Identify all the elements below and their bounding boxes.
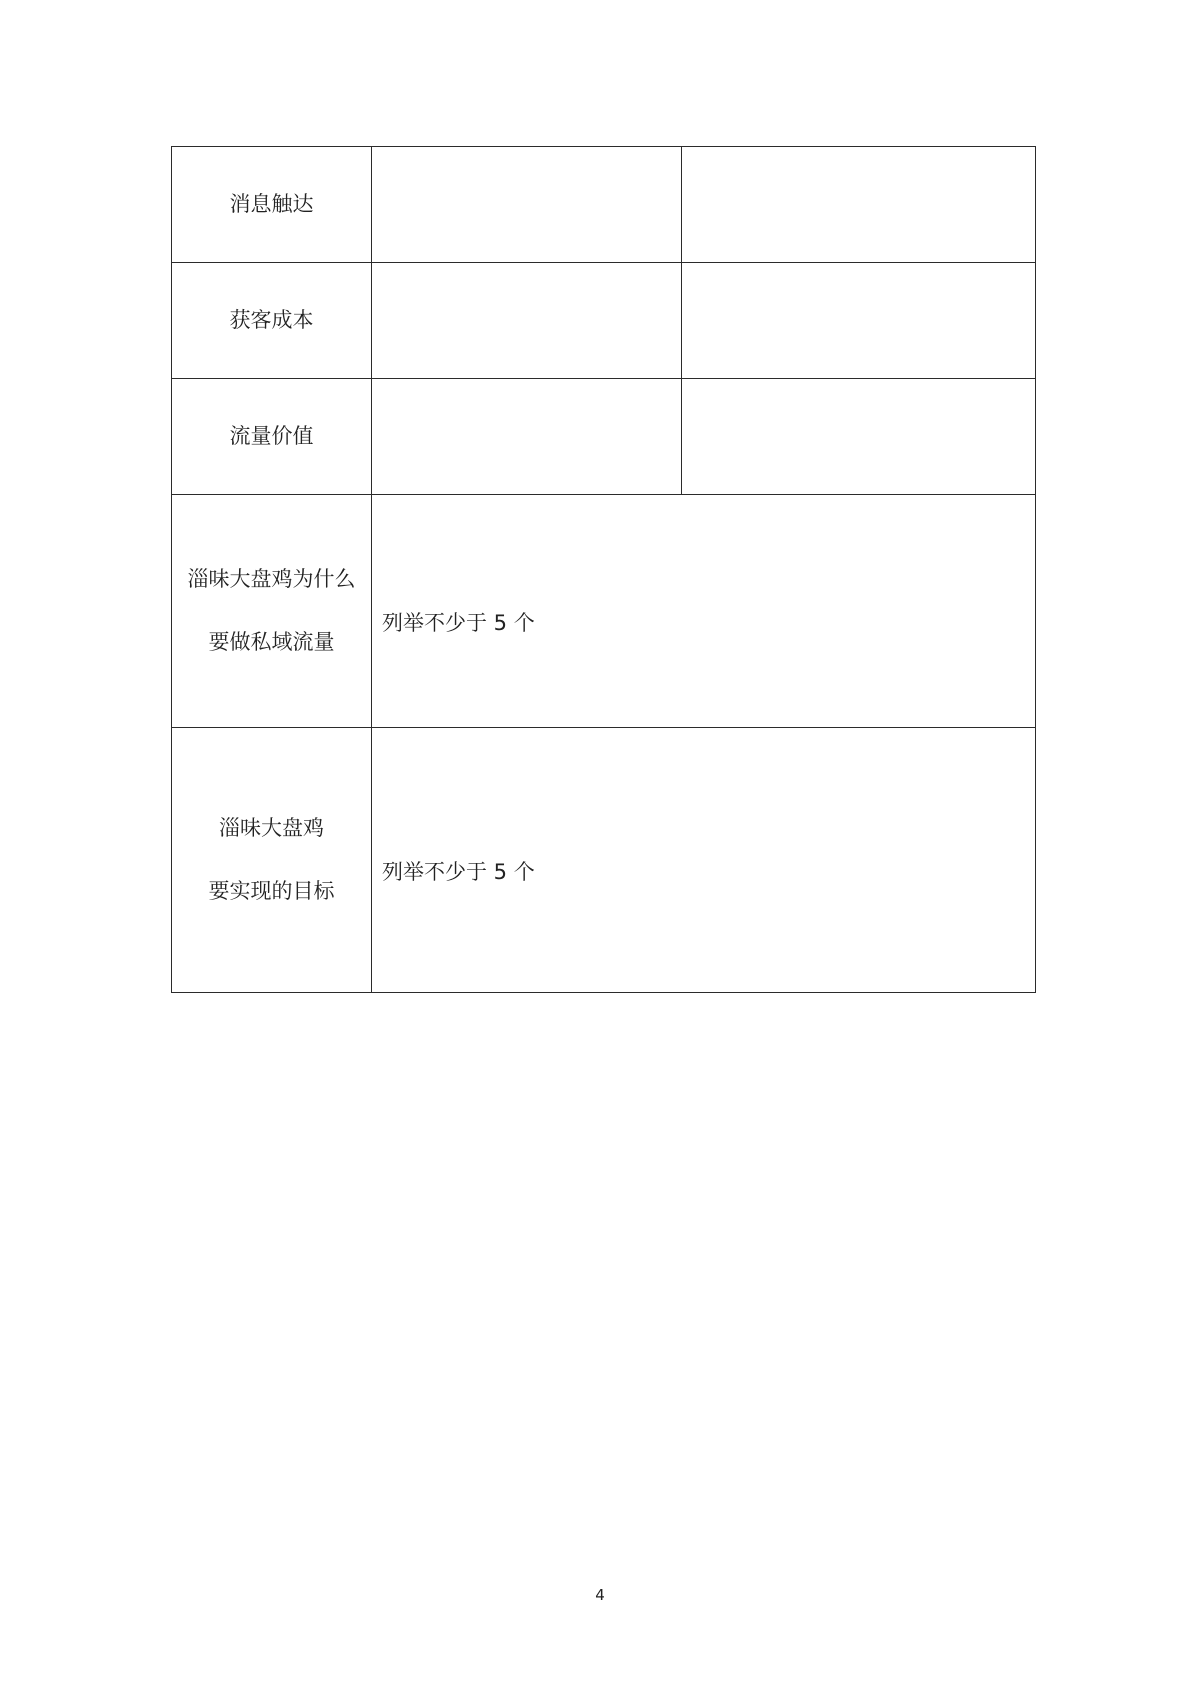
answer-hint: 列举不少于 5 个 xyxy=(382,611,535,635)
table-row xyxy=(172,728,1036,993)
row-label-cell xyxy=(172,147,372,263)
page-number: 4 xyxy=(595,1586,605,1604)
row-label-line: 淄味大盘鸡为什么 xyxy=(187,566,356,591)
row-label-cell xyxy=(172,728,372,993)
row-label-cell xyxy=(172,379,372,495)
answer-cell[interactable] xyxy=(372,263,682,379)
table-row xyxy=(172,379,1036,495)
table-row xyxy=(172,147,1036,263)
row-label-cell xyxy=(172,263,372,379)
row-label: 消息触达 xyxy=(229,191,314,216)
row-label-line: 要做私域流量 xyxy=(208,630,335,654)
row-label: 流量价值 xyxy=(229,423,314,448)
row-label-line: 淄味大盘鸡 xyxy=(219,815,324,840)
answer-cell[interactable] xyxy=(372,728,1036,993)
answer-cell[interactable] xyxy=(682,147,1036,263)
answer-cell[interactable] xyxy=(372,147,682,263)
row-label: 获客成本 xyxy=(229,307,314,332)
answer-cell[interactable] xyxy=(372,495,1036,728)
table-row xyxy=(172,263,1036,379)
answer-cell[interactable] xyxy=(682,263,1036,379)
answer-cell[interactable] xyxy=(682,379,1036,495)
answer-hint: 列举不少于 5 个 xyxy=(382,860,535,884)
table-row xyxy=(172,495,1036,728)
form-table xyxy=(171,146,1036,993)
answer-cell[interactable] xyxy=(372,379,682,495)
row-label-line: 要实现的目标 xyxy=(208,879,335,903)
row-label-cell xyxy=(172,495,372,728)
